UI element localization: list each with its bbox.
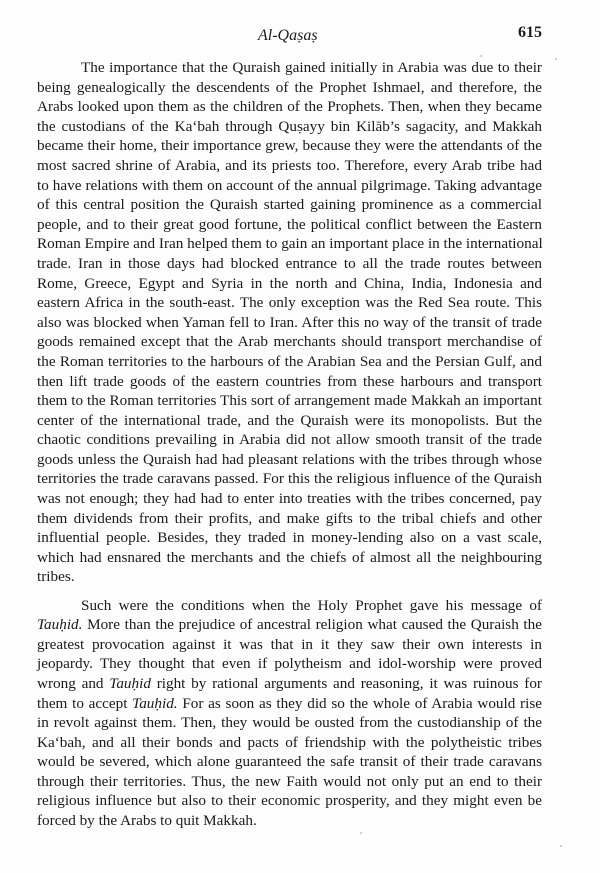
text-line: to have relations with them on account of the annual pilgrimage. Taking advantage — [37, 176, 542, 194]
text-line: being genealogically the descendents of the Prophet Ishmael, and therefore, the — [37, 78, 542, 96]
text-run: wrong and — [37, 674, 110, 692]
chapter-title: Al-Qaṣaṣ — [258, 27, 318, 44]
text-line: goods remained except that the Arab merchants should transport merchandise of — [37, 333, 542, 351]
body-text — [37, 58, 542, 831]
text-line: also was blocked when Yaman fell to Iran. After this no way of the transit of trade — [37, 313, 542, 331]
italic-term: Tauḥid — [109, 674, 151, 692]
text-line: chaotic conditions prevailing in Arabia did not allow smooth transit of the trade — [37, 431, 542, 449]
text-line: Ka‘bah, and all their bonds and pacts of friendship with the polytheistic tribes — [37, 733, 542, 751]
text-line: greatest provocation against it was that in it they saw their own interests in — [37, 635, 542, 653]
text-line: Such were the conditions when the Holy Prophet gave his message of — [81, 596, 542, 614]
paragraph-1 — [37, 58, 542, 587]
text-line: influential people. Besides, they traded in money-lending also on a vast scale, — [37, 529, 542, 547]
text-line: religious influence but also to their economic prosperity, and they might even be — [37, 792, 542, 810]
text-line: trade. Iran in those days had blocked entrance to all the trade routes between — [37, 254, 542, 272]
text-line: the custodians of the Ka‘bah through Quṣayy bin Kilāb’s sagacity, and Makkah — [37, 117, 542, 135]
text-run: right by rational arguments and reasoning, it was ruinous for — [150, 674, 542, 692]
text-line: goods unless the Quraish had had pleasant relations with the tribes through whose — [37, 450, 542, 468]
scan-speck — [360, 832, 362, 834]
text-line: people, and to their great good fortune, the political conflict between the Eastern — [37, 215, 542, 233]
text-run: For as soon as they did so the whole of Arabia would rise — [177, 694, 542, 712]
scan-speck — [555, 58, 557, 60]
text-line: forced by the Arabs to quit Makkah. — [37, 812, 257, 830]
text-line: most sacred shrine of Arabia, and its priests too. Therefore, every Arab tribe had — [37, 156, 542, 174]
text-line: Rome, Greece, Egypt and Syria in the north and China, India, Indonesia and — [37, 274, 542, 292]
text-line: was not enough; they had had to enter into treaties with the tribes concerned, pay — [37, 490, 542, 508]
text-line: them dividends from their profits, and make gifts to the tribal chiefs and other — [37, 509, 542, 527]
text-line: Roman Empire and Iran helped them to gain an important place in the international — [37, 235, 543, 253]
running-header — [0, 24, 600, 50]
text-line: through their territories. Thus, the new Faith would not only put an end to their — [37, 772, 542, 790]
text-line: jeopardy. They thought that even if polytheism and idol-worship were proved — [37, 655, 542, 673]
page-number: 615 — [518, 24, 542, 41]
text-line: became their home, their importance grew, because they were the attendants of the — [37, 137, 542, 155]
italic-term: Tauḥid. — [132, 694, 178, 712]
text-line: the Roman territories to the harbours of the Arabian Sea and the Persian Gulf, and — [37, 352, 542, 370]
text-line: then lift trade goods of the eastern countries from these harbours and transport — [37, 372, 542, 390]
text-line: The importance that the Quraish gained initially in Arabia was due to their — [81, 59, 542, 76]
text-line: in revolt against them. Then, they would be ousted from the custodianship of the — [37, 714, 542, 732]
text-line: them to the Roman territories This sort of arrangement made Makkah an important — [37, 392, 542, 410]
text-line: tribes. — [37, 568, 75, 586]
text-line — [37, 674, 542, 694]
text-line — [37, 694, 542, 714]
text-line: Arabs looked upon them as the children of the Prophets. Then, when they became — [37, 98, 542, 116]
scan-speck — [480, 55, 482, 57]
text-line: eastern Africa in the south-east. The only exception was the Red Sea route. This — [37, 294, 542, 312]
paragraph-2 — [37, 596, 542, 831]
italic-term: Tauḥid. — [37, 616, 83, 634]
text-run: More than the prejudice of ancestral religion what caused the Quraish the — [82, 616, 542, 634]
scan-speck — [560, 845, 562, 847]
text-line — [37, 615, 542, 635]
text-run: them to accept — [37, 694, 133, 712]
text-line: which had ensnared the merchants and the chiefs of almost all the neighbouring — [37, 548, 542, 566]
text-line: center of the international trade, and the Quraish were its monopolists. But the — [37, 411, 542, 429]
text-line: territories the trade caravans passed. For this the religious influence of the Quraish — [37, 470, 542, 488]
text-line: of this central position the Quraish started gaining prominence as a commercial — [37, 196, 542, 214]
text-line: would be severed, which alone guaranteed the safe transit of their trade caravans — [37, 753, 542, 771]
